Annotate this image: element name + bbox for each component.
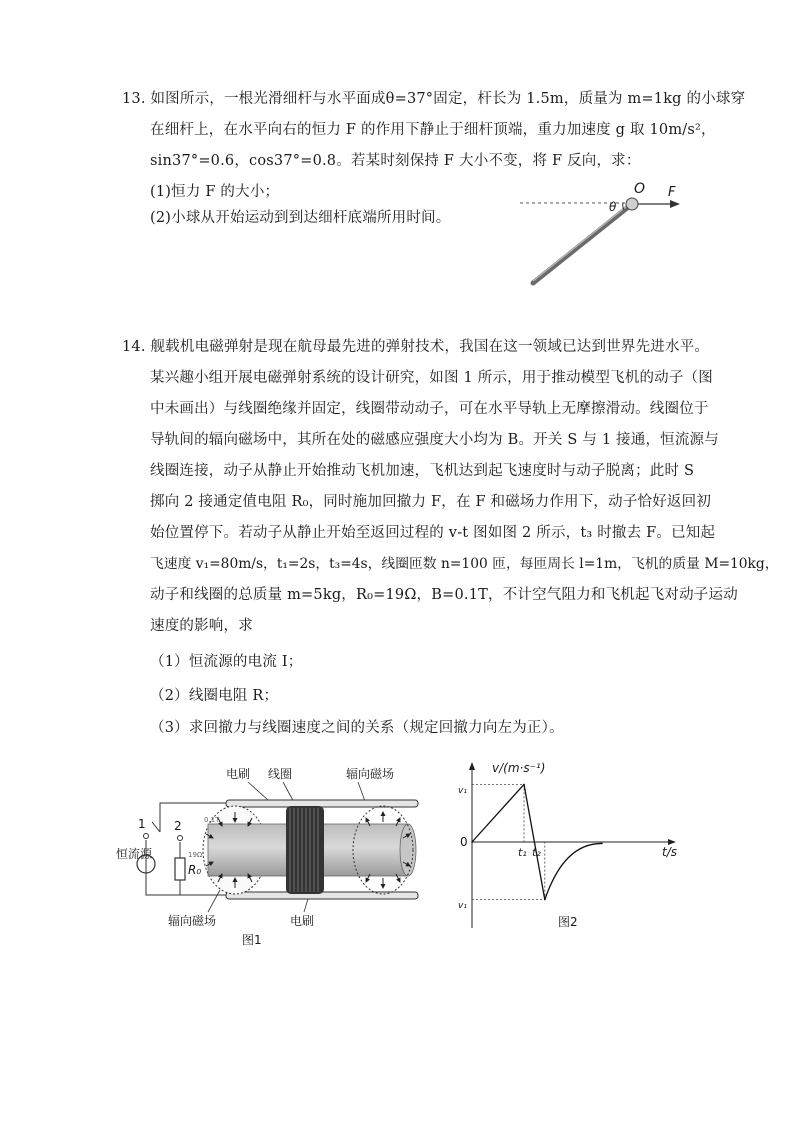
q14-line-9: 动子和线圈的总质量 m=5kg，R₀=19Ω，B=0.1T，不计空气阻力和飞机起飞对动子运动 — [150, 587, 738, 603]
q13-sub-1: (1)恒力 F 的大小； — [150, 184, 280, 200]
fig2-point-1 — [523, 784, 525, 786]
fig2-decay-curve — [545, 843, 602, 899]
resistor-label: R₀ — [188, 863, 202, 877]
fig2-tick-t2: t₂ — [532, 846, 541, 859]
q13-sub-2: (2)小球从开始运动到到达细杆底端所用时间。 — [150, 210, 451, 226]
ball — [626, 198, 638, 210]
rod-highlight — [533, 202, 632, 281]
fig2-segment-2 — [524, 784, 534, 842]
switch-terminal-2 — [178, 836, 183, 841]
q13-figure — [520, 180, 680, 290]
fig2-point-0 — [471, 841, 473, 843]
label-brush-bottom: 电刷 — [290, 914, 315, 928]
leader-brush-top — [248, 782, 268, 800]
fig2-xlabel: t/s — [662, 845, 677, 859]
rod — [533, 204, 632, 283]
leader-radial-bottom — [208, 890, 220, 912]
q13-line-1: 13. 如图所示，一根光滑细杆与水平面成θ=37°固定，杆长为 1.5m，质量为 m=1kg 的小球穿 — [122, 91, 746, 107]
fig1 — [108, 762, 448, 952]
q14-line-6: 掷向 2 接通定值电阻 R₀，同时施加回撤力 F，在 F 和磁场力作用下，动子恰好返回初 — [150, 494, 712, 510]
label-coil: 线圈 — [268, 767, 293, 781]
label-radial-top: 辐向磁场 — [346, 767, 395, 781]
fig2-tick-t1: t₁ — [518, 846, 527, 859]
source-label — [116, 846, 153, 861]
source-label-chars: 恒流源 — [116, 847, 153, 861]
fig2-point-4 — [601, 843, 603, 845]
fig2-axes — [469, 762, 676, 928]
label-radial-bottom: 辐向磁场 — [168, 914, 217, 928]
q13-line-2: 在细杆上，在水平向右的恒力 F 的作用下静止于细杆顶端，重力加速度 g 取 10m/s²， — [150, 122, 716, 138]
fig2-caption: 图2 — [558, 915, 578, 929]
leader-brush-bottom — [304, 899, 308, 912]
fig2-point-2 — [534, 841, 536, 843]
switch-terminal-1 — [144, 834, 149, 839]
fig1-caption: 图1 — [242, 933, 262, 947]
q14-line-4: 导轨间的辐向磁场中，其所在处的磁感应强度大小均为 B。开关 S 与 1 接通，恒流源与 — [150, 432, 719, 448]
fig2-segment-1 — [472, 784, 524, 842]
point-o-label: O — [634, 181, 646, 197]
fig2-tick-v1-top: v₁ — [458, 786, 467, 796]
fig2-chart — [450, 758, 690, 948]
fig2-point-3 — [544, 899, 546, 901]
q13-line-3: sin37°=0.6，cos37°=0.8。若某时刻保持 F 大小不变，将 F 反向，求： — [150, 153, 641, 169]
q14-line-8: 飞速度 v₁=80m/s，t₁=2s，t₃=4s，线圈匝数 n=100 匝，每匝周长 l=1m，飞机的质量 M=10kg， — [150, 556, 779, 572]
q14-line-5: 线圈连接，动子从静止开始推动飞机加速，飞机达到起飞速度时与动子脱离；此时 S — [150, 463, 695, 479]
fig2-ylabel: v/(m·s⁻¹) — [492, 761, 546, 775]
force-arrowhead — [670, 200, 680, 208]
q14-line-7: 始位置停下。若动子从静止开始至返回过程的 v-t 图如图 2 所示，t₃ 时撤去 F。已知起 — [150, 525, 716, 541]
fig2-y-arrow — [469, 762, 475, 770]
theta-label: θ — [609, 200, 617, 214]
resistor — [175, 858, 185, 880]
annotation-resistor: 19Ω — [188, 851, 203, 859]
q14-line-10: 速度的影响，求 — [150, 618, 253, 634]
switch-label-1: 1 — [138, 817, 146, 831]
switch-label-2: 2 — [174, 819, 182, 833]
q14-question-2: （2）线圈电阻 R； — [150, 688, 279, 704]
q14-line-2: 某兴趣小组开展电磁弹射系统的设计研究，如图 1 所示，用于推动模型飞机的动子（图 — [150, 370, 713, 386]
q14-question-1: （1）恒流源的电流 I； — [150, 654, 303, 670]
switch-blade — [152, 822, 160, 832]
rail-top — [226, 800, 418, 807]
annotation-left: 0.1T — [204, 816, 220, 824]
q14-line-3: 中未画出）与线圈绝缘并固定，线圈带动动子，可在水平导轨上无摩擦滑动。线圈位于 — [150, 401, 709, 417]
core-end — [400, 824, 416, 876]
fig2-tick-v1-bottom: v₁ — [458, 901, 467, 911]
q14-question-3: （3）求回撤力与线圈速度之间的关系（规定回撤力向左为正）。 — [150, 720, 564, 736]
fig2-origin: 0 — [460, 835, 468, 849]
label-brush-top: 电刷 — [226, 767, 251, 781]
force-label: F — [668, 185, 676, 200]
q14-line-1: 14. 舰载机电磁弹射是现在航母最先进的弹射技术，我国在这一领域已达到世界先进水平。 — [122, 339, 710, 355]
